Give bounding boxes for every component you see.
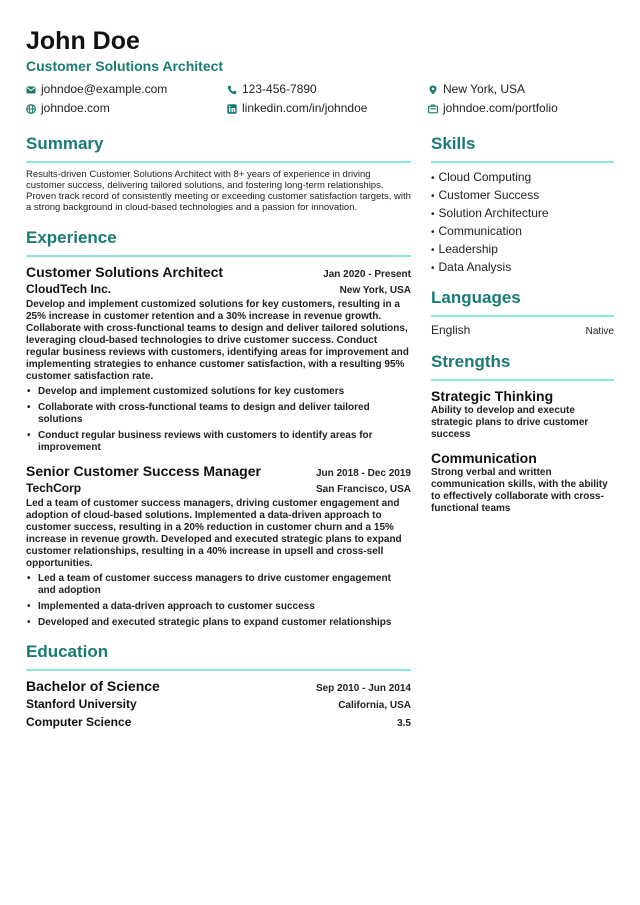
globe-icon xyxy=(26,104,36,114)
summary-heading: Summary xyxy=(26,134,104,153)
contact-location xyxy=(428,81,614,98)
education-field: Computer Science xyxy=(26,715,132,729)
section-divider xyxy=(431,379,614,381)
contact-portfolio[interactable] xyxy=(428,100,614,117)
job-bullets xyxy=(26,386,411,454)
contact-linkedin-text: linkedin.com/in/johndoe xyxy=(242,101,368,115)
strength-title: Strategic Thinking xyxy=(431,388,554,404)
strength-description: Ability to develop and execute strategic plans to drive customer success xyxy=(431,405,589,440)
strength-title: Communication xyxy=(431,450,537,466)
skill-item: • Cloud Computing xyxy=(431,169,614,187)
language-name: English xyxy=(431,323,471,337)
education-school: Stanford University xyxy=(26,697,137,711)
education-gpa: 3.5 xyxy=(397,718,411,729)
job-description: Led a team of customer success managers, driving customer engagement and adoption of cloud-based solutions. Implemented a data-driven approach to customer success, resulting in a 20% reduction in customer churn and a 15% increase in revenue growth. Developed and executed strategic plans to expand customer relationships, resulting in a 40% increase in upsell and cross-sell opportunities. xyxy=(26,498,402,569)
skill-item: • Customer Success xyxy=(431,187,614,205)
job-description: Develop and implement customized solutions for key customers, resulting in a 25% increase in customer retention and a 30% increase in revenue growth. Collaborate with cross-functional teams to design and deliver tailored solutions, leveraging cloud-based technologies to drive customer success. Conduct regular business reviews with customers, identifying areas for improvement and implementing strategies to enhance customer satisfaction, with a resulting 95% customer satisfaction rate. xyxy=(26,299,409,382)
job-bullets xyxy=(26,573,411,629)
sidebar-column xyxy=(431,133,614,731)
contact-email-text: johndoe@example.com xyxy=(41,82,168,96)
linkedin-icon xyxy=(227,104,237,114)
job-bullet: • Develop and implement customized solutions for key customers xyxy=(26,386,411,398)
main-column xyxy=(26,133,411,731)
education-location: California, USA xyxy=(338,700,411,711)
section-divider xyxy=(431,315,614,317)
strength-description: Strong verbal and written communication skills, with the ability to effectively collaborate with cross-functional teams xyxy=(431,467,608,514)
skills-list xyxy=(431,169,614,277)
contact-phone-text: 123-456-7890 xyxy=(242,82,317,96)
job-location: San Francisco, USA xyxy=(315,484,411,495)
job-company: CloudTech Inc. xyxy=(26,282,112,296)
section-divider xyxy=(26,669,411,671)
contact-portfolio-text: johndoe.com/portfolio xyxy=(443,101,558,115)
contact-website[interactable] xyxy=(26,100,227,117)
portfolio-icon xyxy=(428,104,438,114)
summary-text: Results-driven Customer Solutions Architect with 8+ years of experience in driving customer success, delivering tailored solutions, and fostering long-term relationships. Proven track record of consistently meeting or exceeding customer satisfaction targets, with a strong background in cloud-based technologies and a passion for innovation. xyxy=(26,169,411,213)
job-bullet: • Collaborate with cross-functional teams to design and deliver tailored solutions xyxy=(26,402,411,426)
contact-location-text: New York, USA xyxy=(443,82,526,96)
experience-heading: Experience xyxy=(26,228,117,247)
skills-heading: Skills xyxy=(431,134,476,153)
job-entry xyxy=(26,263,411,454)
job-bullet: • Led a team of customer success managers to drive customer engagement and adoption xyxy=(26,573,411,597)
education-degree: Bachelor of Science xyxy=(26,678,160,694)
job-title: Senior Customer Success Manager xyxy=(26,463,261,479)
candidate-name: John Doe xyxy=(26,27,140,55)
contact-website-text: johndoe.com xyxy=(41,101,110,115)
skill-item: • Communication xyxy=(431,223,614,241)
job-bullet: • Developed and executed strategic plans to expand customer relationships xyxy=(26,617,411,629)
language-level: Native xyxy=(585,326,614,337)
section-divider xyxy=(26,255,411,257)
contact-linkedin[interactable] xyxy=(227,100,428,117)
phone-icon xyxy=(227,85,237,95)
job-bullet: • Conduct regular business reviews with customers to identify areas for improvement xyxy=(26,430,411,454)
job-title: Customer Solutions Architect xyxy=(26,264,224,280)
skill-item: • Solution Architecture xyxy=(431,205,614,223)
job-dates: Jan 2020 - Present xyxy=(323,269,411,280)
section-divider xyxy=(26,161,411,163)
candidate-role: Customer Solutions Architect xyxy=(26,58,224,74)
strengths-heading: Strengths xyxy=(431,352,511,371)
contact-info xyxy=(26,81,614,117)
location-icon xyxy=(428,85,438,95)
resume-page xyxy=(26,26,614,731)
language-item xyxy=(431,323,614,337)
contact-phone[interactable] xyxy=(227,81,428,98)
job-company: TechCorp xyxy=(26,481,82,495)
job-location: New York, USA xyxy=(339,285,411,296)
job-dates: Jun 2018 - Dec 2019 xyxy=(315,468,411,479)
education-heading: Education xyxy=(26,642,109,661)
skill-item: • Data Analysis xyxy=(431,259,614,277)
languages-heading: Languages xyxy=(431,288,521,307)
job-entry xyxy=(26,462,411,629)
contact-email[interactable] xyxy=(26,81,227,98)
education-dates: Sep 2010 - Jun 2014 xyxy=(315,683,411,694)
email-icon xyxy=(26,85,36,95)
job-bullet: • Implemented a data-driven approach to customer success xyxy=(26,601,411,613)
skill-item: • Leadership xyxy=(431,241,614,259)
section-divider xyxy=(431,161,614,163)
